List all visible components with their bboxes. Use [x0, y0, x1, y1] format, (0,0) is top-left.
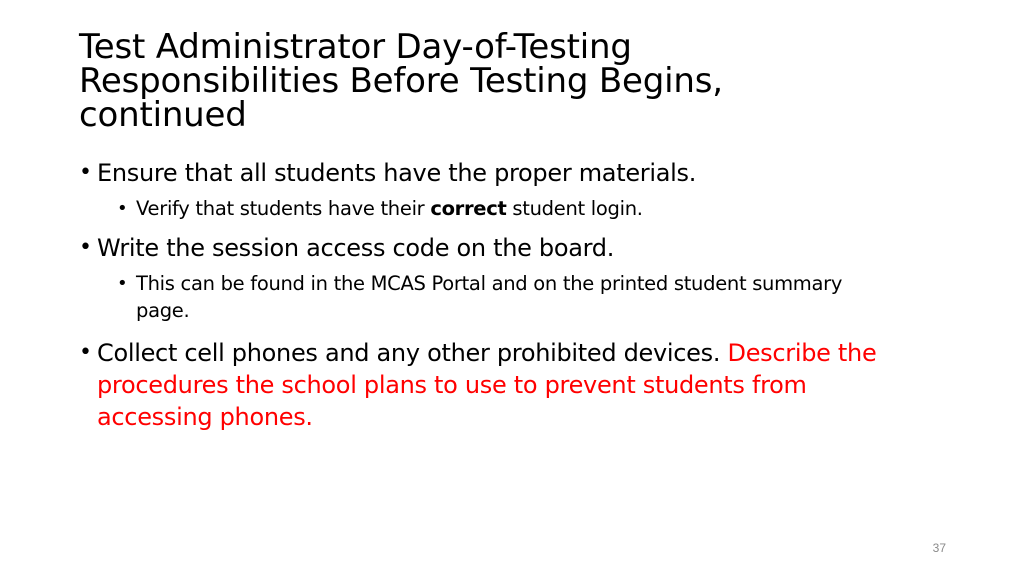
bullet-emphasis-text: accessing phones.	[97, 403, 313, 431]
bullet-item	[97, 337, 917, 433]
page-number: 37	[932, 541, 946, 555]
sub-bullet-item	[136, 195, 936, 222]
sub-bullet-dot: •	[117, 273, 128, 294]
bullet-dot: •	[79, 340, 92, 365]
sub-bullet-dot: •	[117, 198, 128, 219]
sub-bullet-text-post: student login.	[506, 197, 643, 220]
title-line-1: Test Administrator Day-of-Testing	[79, 27, 632, 67]
sub-bullet-text-pre: Verify that students have their	[136, 197, 431, 220]
sub-bullet-text-bold: correct	[430, 197, 507, 220]
title-line-2: Responsibilities Before Testing Begins,	[79, 61, 723, 101]
bullet-text: Ensure that all students have the proper materials.	[97, 159, 697, 187]
bullet-text: Collect cell phones and any other prohibited devices.	[97, 339, 728, 367]
bullet-emphasis-text: Describe the	[727, 339, 877, 367]
sub-bullet-line-2: page.	[136, 299, 190, 322]
bullet-text: Write the session access code on the board.	[97, 234, 615, 262]
bullet-dot: •	[79, 235, 92, 260]
sub-bullet-item	[136, 270, 936, 324]
bullet-dot: •	[79, 160, 92, 185]
bullet-emphasis-text: procedures the school plans to use to prevent students from	[97, 371, 807, 399]
sub-bullet-line-1: This can be found in the MCAS Portal and on the printed student summary	[136, 272, 843, 295]
bullet-item	[97, 232, 917, 264]
bullet-item	[97, 157, 917, 189]
title-line-3: continued	[79, 95, 247, 135]
slide-title	[79, 27, 979, 135]
